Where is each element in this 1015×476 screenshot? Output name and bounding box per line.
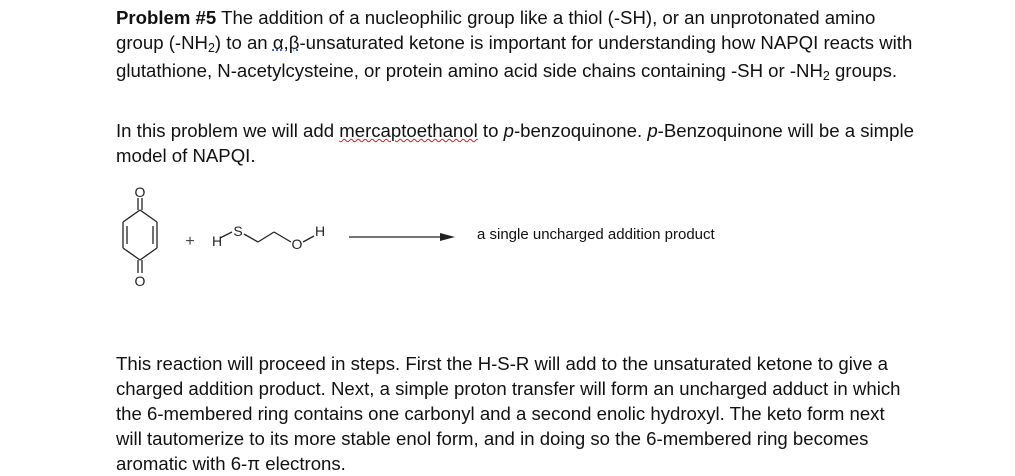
intro-paragraph — [116, 118, 916, 168]
problem-title: Problem #5 — [116, 7, 217, 28]
reagent-name: mercaptoethanol — [339, 120, 478, 141]
steps-paragraph: This reaction will proceed in steps. First the H-S-R will add to the unsaturated ketone to give a charged addition product. Next, a simple proton transfer will form an uncharged adduct in which the 6-membered ring contains one carbonyl and a second enolic hydroxyl. The keto form next will tautomerize to its more stable enol form, and in doing so the 6-membered ring becomes aromatic with 6-π electrons. — [116, 353, 901, 474]
benzoquinone-structure — [123, 198, 157, 273]
problem-text-b: ) to an — [214, 32, 273, 53]
sulfur-atom: S — [233, 223, 243, 239]
reaction-arrow — [349, 233, 455, 241]
subscript-2: 2 — [822, 69, 830, 83]
oxygen-hydroxyl: O — [291, 236, 303, 252]
subscript-2: 2 — [207, 41, 215, 55]
intro-text-d: -Benzoquinone will be a simple model of NAPQI. — [116, 120, 914, 166]
plus-sign: + — [185, 233, 195, 250]
para-prefix: p — [647, 120, 658, 141]
hydrogen-hydroxyl: H — [314, 223, 326, 239]
para-prefix: p — [503, 120, 514, 141]
product-label: a single uncharged addition product — [477, 226, 715, 243]
intro-text-c: -benzoquinone. — [513, 120, 648, 141]
problem-paragraph — [116, 5, 916, 86]
hydrogen-thiol: H — [211, 233, 223, 249]
intro-text-b: to — [477, 120, 504, 141]
alpha-beta-term: α,β — [272, 32, 300, 53]
oxygen-bottom: O — [134, 273, 146, 289]
oxygen-top: O — [134, 184, 146, 200]
problem-text-c: -unsaturated ketone is important for understanding how NAPQI reacts with glutathione, N-acetylcysteine, or protein amino acid side chains containing -SH or -NH — [116, 32, 913, 81]
problem-text-d: groups. — [829, 60, 898, 81]
intro-text-a: In this problem we will add — [116, 120, 340, 141]
problem-text-a: The addition of a nucleophilic group like a thiol (-SH), or an unprotonated amino group (-NH — [116, 7, 876, 53]
